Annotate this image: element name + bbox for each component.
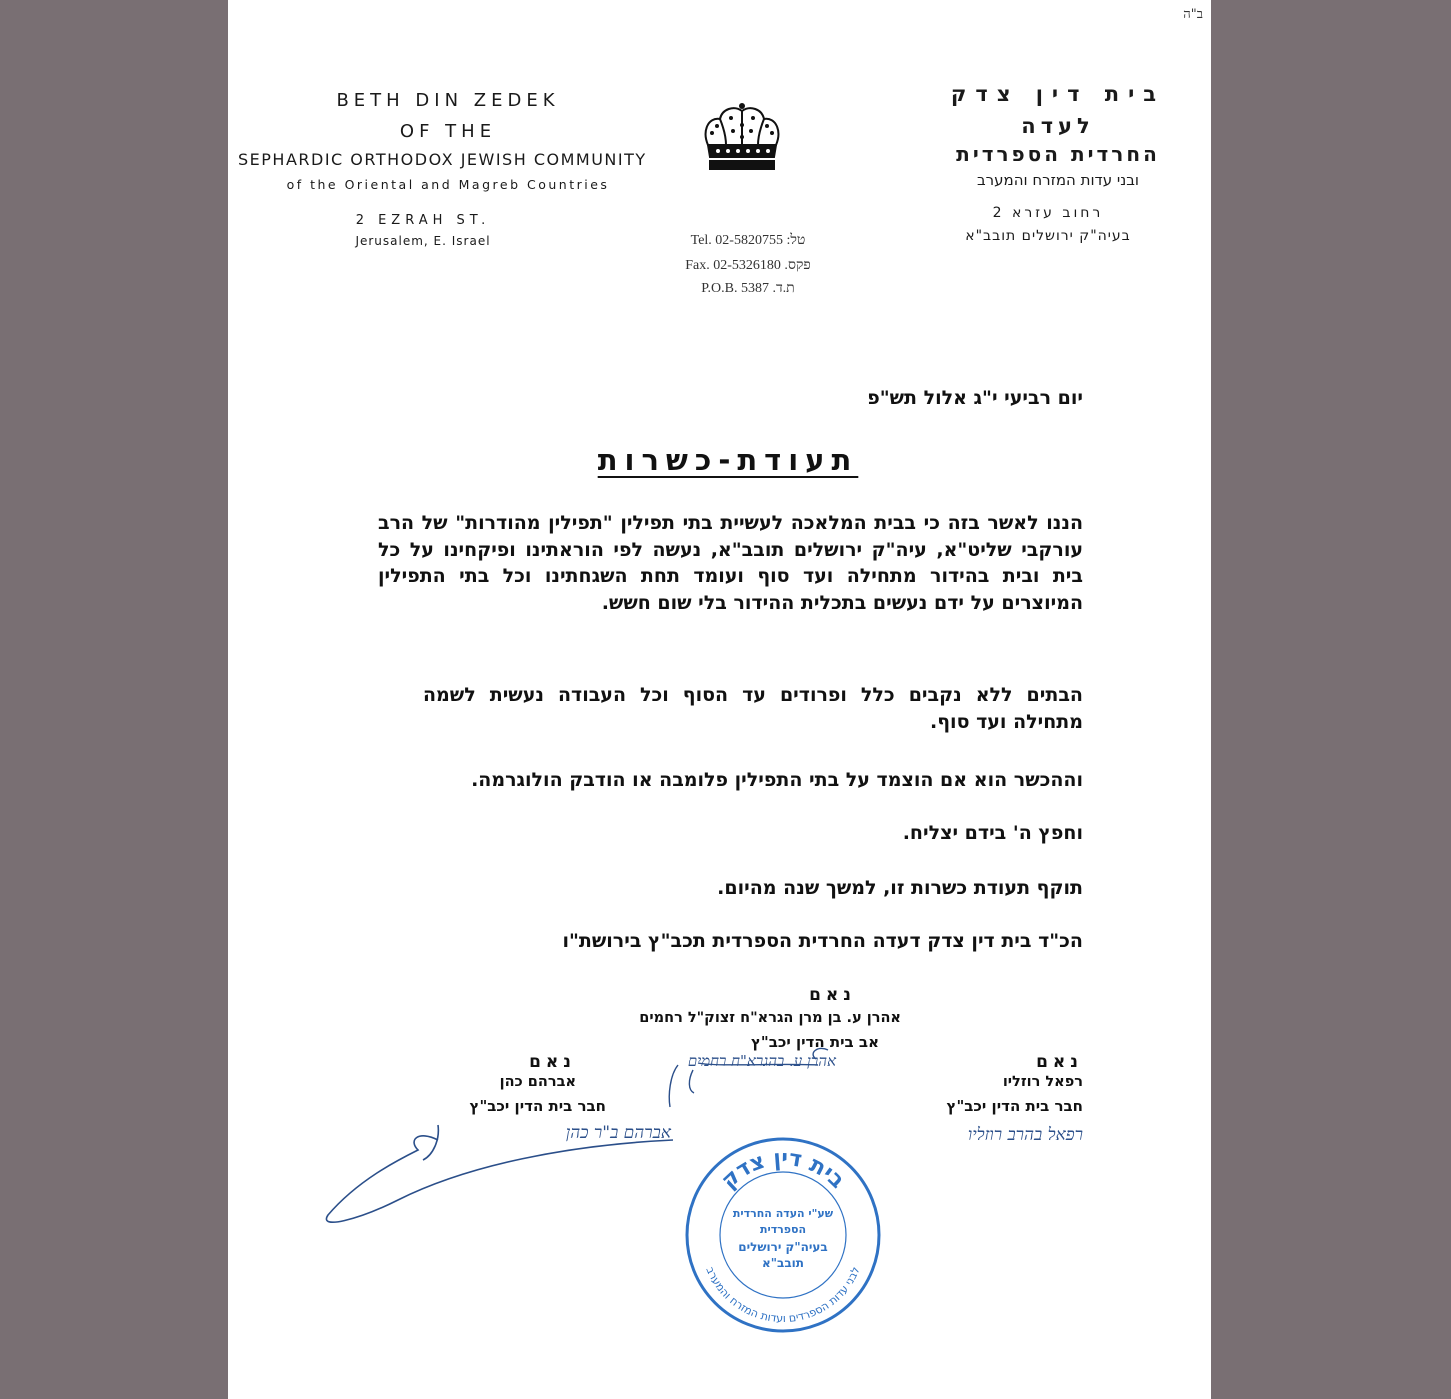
letterhead-english-address1: 2 EZRAH ST.	[355, 213, 491, 228]
letterhead-english-line4: of the Oriental and Magreb Countries	[286, 177, 610, 192]
letterhead-english-address2: Jerusalem, E. Israel	[355, 234, 491, 248]
center-signature-name: אהרן ע. בן מרן הגרא"ח זצוק"ל רחמים	[639, 1010, 901, 1026]
left-signature-role: חבר בית הדין יכב"ץ	[469, 1097, 606, 1115]
letter-title: תעודת-כשרות	[597, 443, 859, 477]
right-signature-name: רפאל רוזליו	[1002, 1074, 1083, 1090]
right-signature-label: נאם	[1036, 1052, 1083, 1072]
letterhead-hebrew-line1: בית דין צדק	[950, 82, 1166, 106]
stamp-inner-line4: תובב"א	[762, 1256, 804, 1270]
letterhead-hebrew-address1: רחוב עזרא 2	[992, 205, 1104, 221]
letter-paragraph-1: הננו לאשר בזה כי בבית המלאכה לעשיית בתי תפילין "תפילין מהודרות" של הרב עורקבי שליט"א, עיה"ק ירושלים תובב"א, נעשה לפי הוראתינו ופיקחינו על כל בית ובית בהידור מתחילה ועד סוף ועומד תחת השגחתינו וכל בתי התפילין המיוצרים על ידם נעשים בתכלית ההידור בלי שום חשש.	[378, 512, 1083, 614]
document-page	[228, 0, 1211, 1399]
corner-mark: ב"ה	[1183, 7, 1203, 22]
letter-paragraph-6: הכ"ד בית דין צדק דעדה החרדית הספרדית תכב"ץ בירושת"ו	[562, 930, 1083, 952]
letterhead-english-line3: SEPHARDIC ORTHODOX JEWISH COMMUNITY	[238, 150, 647, 169]
letter-paragraph-4: וחפץ ה' בידם יצליח.	[902, 822, 1083, 844]
contact-tel: Tel. 02-5820755 :טל	[690, 233, 806, 248]
letterhead-english-line2: OF THE	[399, 121, 497, 142]
contact-fax: Fax. 02-5326180 .פקס	[685, 258, 811, 273]
right-signature-role: חבר בית הדין יכב"ץ	[946, 1097, 1083, 1115]
letterhead-hebrew-line2: לעדה	[1021, 114, 1095, 138]
center-signature-label: נאם	[809, 985, 856, 1005]
stamp-inner-line2: הספרדית	[759, 1223, 807, 1236]
stamp-inner-line1: שע"י העדה החרדית	[732, 1207, 834, 1220]
left-signature-label: נאם	[529, 1052, 576, 1072]
center-handwriting-text: אהרן ע. בהגרא"ח רחמים	[687, 1052, 836, 1070]
stamp-bottom-text: לבני עדות הספרדים ועדות המזרח והמערב	[703, 1264, 863, 1326]
left-signature-name: אברהם כהן	[499, 1074, 576, 1090]
stamp-outer-text: בית דין צדק	[716, 1145, 850, 1194]
letter-paragraph-2: הבתים ללא נקבים כלל ופרודים עד הסוף וכל העבודה נעשית לשמה מתחילה ועד סוף.	[423, 684, 1083, 733]
letter-paragraph-5: תוקף תעודת כשרות זו, למשך שנה מהיום.	[717, 877, 1083, 899]
svg-text:לבני עדות הספרדים ועדות המזרח	[703, 1265, 862, 1325]
center-signature-role: אב בית הדין יכב"ץ	[750, 1033, 879, 1051]
letterhead-english-line1: BETH DIN ZEDEK	[336, 90, 560, 111]
letter-date: יום רביעי י"ג אלול תש"פ	[867, 387, 1083, 409]
letterhead-hebrew-address2: בעיה"ק ירושלים תובב"א	[965, 228, 1131, 244]
right-handwriting-text: רפאל בהרב רוזליו	[967, 1125, 1083, 1145]
stamp-inner-line3: בעיה"ק ירושלים	[738, 1240, 828, 1254]
letter-paragraph-3: וההכשר הוא אם הוצמד על בתי התפילין פלומבה או הודבק הולוגרמה.	[471, 769, 1083, 791]
letterhead-hebrew-line3: החרדית הספרדית	[956, 142, 1160, 166]
crown-icon	[698, 101, 786, 173]
svg-text:בית דין צדק	[717, 1146, 850, 1194]
court-stamp	[683, 1135, 883, 1335]
letterhead-hebrew-line4: ובני עדות המזרח והמערב	[977, 171, 1139, 189]
left-handwriting-text: אברהם ב"ר כהן	[565, 1123, 671, 1143]
contact-pob: P.O.B. 5387 .ת.ד	[701, 281, 795, 296]
